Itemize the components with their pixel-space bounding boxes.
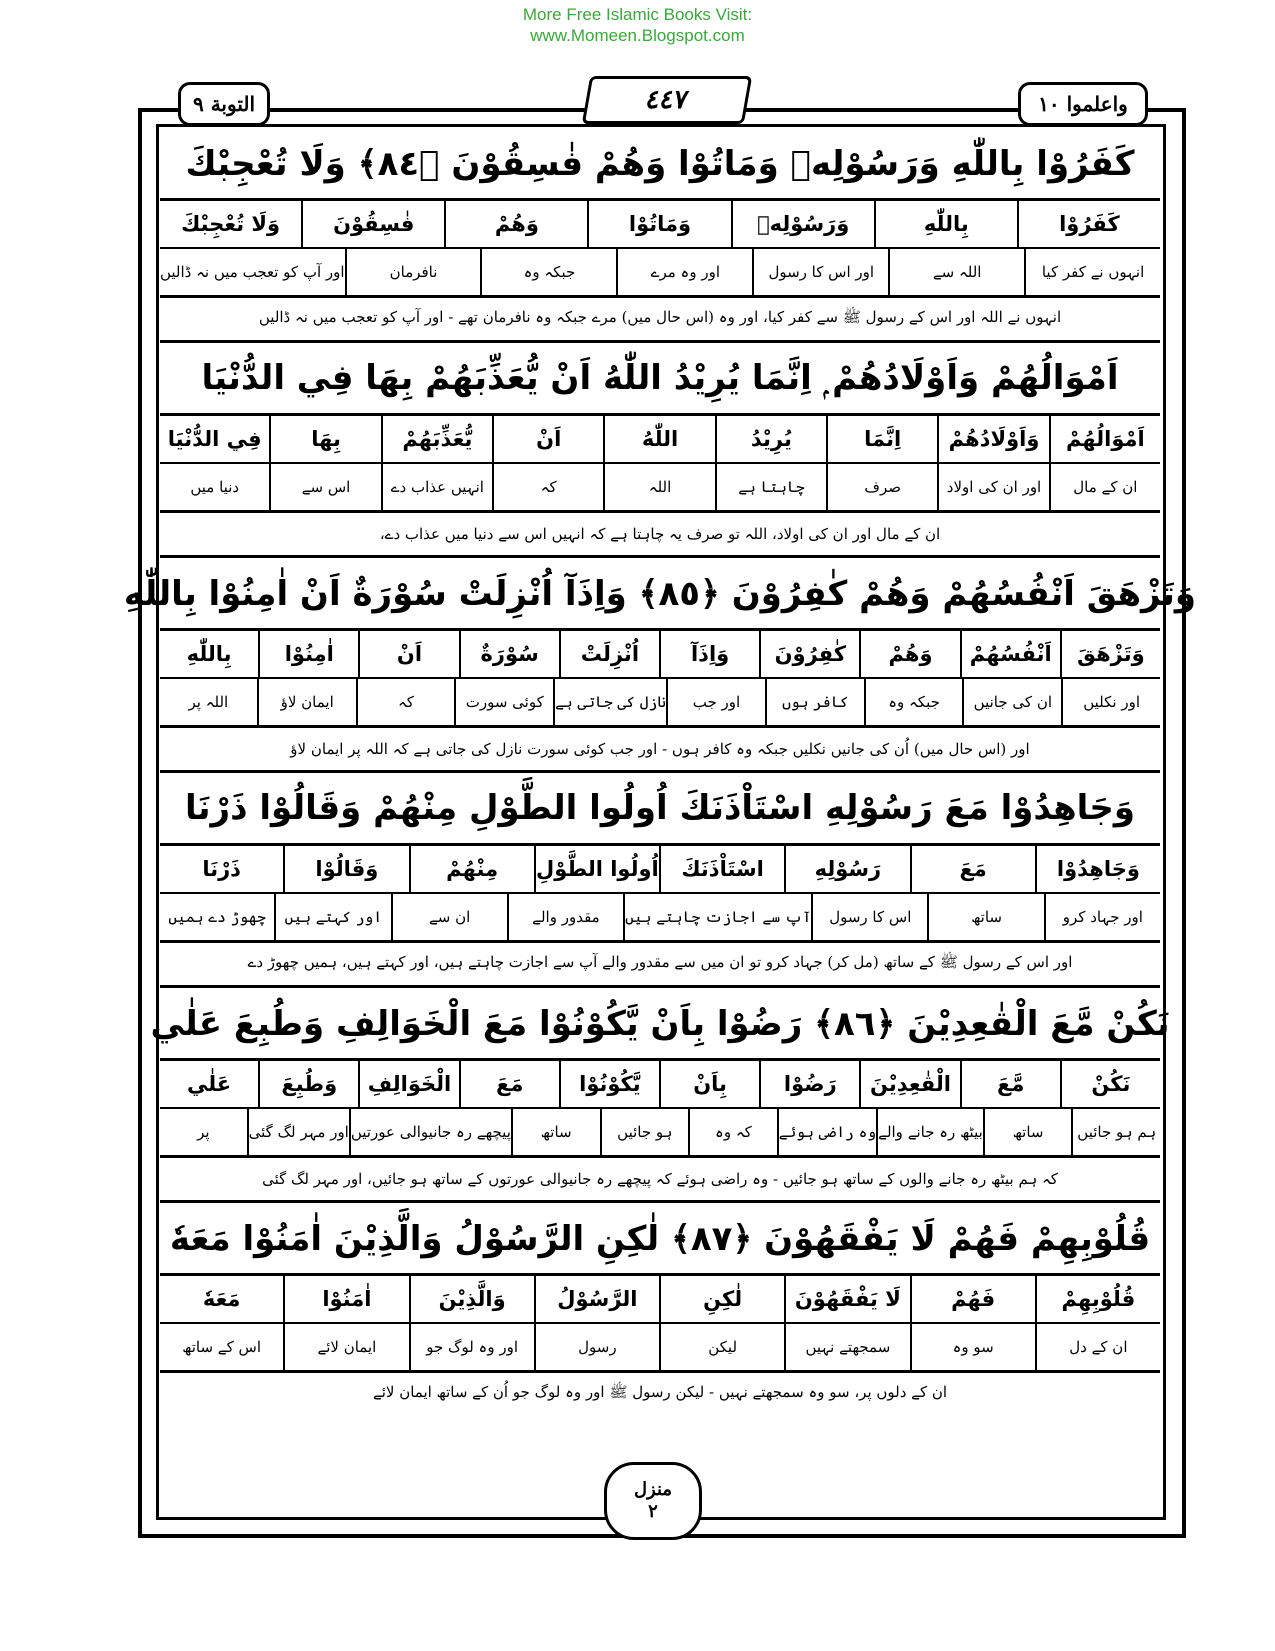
word-cell: وَاَوْلَادُهُمْ xyxy=(937,416,1048,462)
ayah-line: اَمْوَالُهُمْ وَاَوْلَادُهُمْ ۭ اِنَّمَا يُرِيْدُ اللّٰهُ اَنْ يُّعَذِّبَهُمْ بِهَا فِي الدُّنْيَا xyxy=(160,343,1160,416)
manzil-number: ٢ xyxy=(648,1501,658,1522)
meaning-cell: رسول xyxy=(534,1324,659,1370)
word-row xyxy=(160,1061,1160,1109)
word-cell: اَمْوَالُهُمْ xyxy=(1049,416,1160,462)
word-cell: مَعَهٗ xyxy=(202,1287,241,1311)
word-cell: يَّكُوْنُوْا xyxy=(559,1061,659,1107)
word-cell: وَقَالُوْا xyxy=(283,846,408,892)
meaning-cell: اس سے xyxy=(269,464,380,510)
meaning-cell: اور آپ کو تعجب میں نہ ڈالیں xyxy=(159,263,345,281)
meaning-cell: اور وہ مرے xyxy=(616,249,752,295)
meaning-cell: انہوں نے کفر کیا xyxy=(1024,249,1160,295)
word-cell: رَسُوْلِهِ xyxy=(784,846,909,892)
meaning-cell: سمجھتے نہیں xyxy=(784,1324,909,1370)
meaning-cell: کوئی سورت xyxy=(454,679,553,725)
word-cell: وَلَا تُعْجِبْكَ xyxy=(181,212,281,236)
meaning-cell: آپ سے اجازت چاہتے ہیں xyxy=(623,894,811,940)
meaning-cell: ہم ہو جائیں xyxy=(1071,1109,1160,1155)
verse-block xyxy=(160,773,1160,988)
meaning-row xyxy=(160,1324,1160,1373)
word-cell: ذَرْنَا xyxy=(202,857,241,881)
translation-line: اور اس کے رسول ﷺ کے ساتھ (مل کر) جہاد کرو تو ان میں سے مقدور والے آپ سے اجازت چاہتے ہیں، اور کہتے ہیں، ہمیں چھوڑ دے xyxy=(160,943,1160,988)
meaning-cell: اور کہتے ہیں xyxy=(274,894,390,940)
meaning-cell: اللہ xyxy=(603,464,714,510)
meaning-cell: ان کے مال xyxy=(1049,464,1160,510)
word-row xyxy=(160,631,1160,679)
word-cell: كٰفِرُوْنَ xyxy=(759,631,859,677)
word-cell: اِنَّمَا xyxy=(826,416,937,462)
word-cell: اَنْفُسُهُمْ xyxy=(960,631,1060,677)
meaning-cell: ان سے xyxy=(391,894,507,940)
word-cell: مَّعَ xyxy=(960,1061,1060,1107)
word-cell: مَعَ xyxy=(910,846,1035,892)
word-cell: بِهَا xyxy=(269,416,380,462)
meaning-cell: اور وہ لوگ جو xyxy=(409,1324,534,1370)
meaning-cell: ایمان لاؤ xyxy=(257,679,356,725)
meaning-cell: دنیا میں xyxy=(190,478,240,496)
word-row xyxy=(160,846,1160,894)
meaning-cell: چھوڑ دے ہمیں xyxy=(168,908,266,926)
meaning-cell: جبکہ وہ xyxy=(480,249,616,295)
content-table xyxy=(123,128,1197,1415)
meaning-cell: کہ xyxy=(356,679,455,725)
promo-line-1: More Free Islamic Books Visit: xyxy=(522,5,753,24)
meaning-cell: پیچھے رہ جانیوالی عورتیں xyxy=(349,1109,511,1155)
meaning-cell: مقدور والے xyxy=(507,894,623,940)
promo-banner xyxy=(0,4,1275,46)
meaning-cell: ہو جائیں xyxy=(600,1109,689,1155)
translation-line: انہوں نے اللہ اور اس کے رسول ﷺ سے کفر کیا، اور وہ (اس حال میں) مرے جبکہ وہ نافرمان تھے - اور آپ کو تعجب میں نہ ڈالیں xyxy=(160,298,1160,343)
meaning-cell: اللہ سے xyxy=(888,249,1024,295)
word-cell: سُوْرَةٌ xyxy=(459,631,559,677)
word-cell: الرَّسُوْلُ xyxy=(534,1276,659,1322)
meaning-cell: اور مہر لگ گئی xyxy=(247,1109,349,1155)
ayah-line: كَفَرُوْا بِاللّٰهِ وَرَسُوْلِهٖ وَمَاتُوْا وَهُمْ فٰسِقُوْنَ ﴿٨٤﴾ وَلَا تُعْجِبْكَ xyxy=(160,128,1160,201)
meaning-cell: بیٹھ رہ جانے والے xyxy=(876,1109,983,1155)
translation-line: اور (اس حال میں) اُن کی جانیں نکلیں جبکہ وہ کافر ہوں - اور جب کوئی سورت نازل کی جاتی ہے کہ اللہ پر ایمان لاؤ xyxy=(160,728,1160,773)
word-row xyxy=(160,201,1160,249)
word-cell: وَهُمْ xyxy=(859,631,959,677)
verse-block xyxy=(160,1203,1160,1415)
word-cell: اسْتَاْذَنَكَ xyxy=(659,846,784,892)
verse-block xyxy=(150,988,1170,1203)
word-cell: فٰسِقُوْنَ xyxy=(301,201,444,247)
word-cell: اُولُوا الطَّوْلِ xyxy=(534,846,659,892)
meaning-cell: ساتھ xyxy=(511,1109,600,1155)
word-cell: وَجَاهِدُوْا xyxy=(1035,846,1160,892)
word-cell: وَرَسُوْلِهٖ xyxy=(731,201,874,247)
word-cell: اَنْ xyxy=(358,631,458,677)
meaning-cell: سو وہ xyxy=(910,1324,1035,1370)
verse-block xyxy=(123,558,1197,773)
meaning-cell: کافر ہوں xyxy=(765,679,864,725)
word-cell: اللّٰهُ xyxy=(603,416,714,462)
word-cell: اٰمِنُوْا xyxy=(258,631,358,677)
translation-line: ان کے دلوں پر، سو وہ سمجھتے نہیں - لیکن رسول ﷺ اور وہ لوگ جو اُن کے ساتھ ایمان لائے xyxy=(372,1383,948,1401)
meaning-cell: جبکہ وہ xyxy=(864,679,963,725)
word-cell: لٰكِنِ xyxy=(659,1276,784,1322)
meaning-cell: اور نکلیں xyxy=(1061,679,1160,725)
meaning-cell: ساتھ xyxy=(927,894,1043,940)
meaning-cell: اس کے ساتھ xyxy=(182,1338,261,1356)
meaning-cell: انہیں عذاب دے xyxy=(381,464,492,510)
quran-page xyxy=(123,74,1197,1537)
meaning-cell: وہ راضی ہوئے xyxy=(777,1109,876,1155)
ayah-line: وَتَزْهَقَ اَنْفُسُهُمْ وَهُمْ كٰفِرُوْنَ ﴿٨٥﴾ وَاِذَآ اُنْزِلَتْ سُوْرَةٌ اَنْ اٰمِنُوْا بِاللّٰهِ xyxy=(160,558,1160,631)
page-number: ٤٤٧ xyxy=(582,76,752,124)
meaning-row xyxy=(160,1109,1160,1158)
word-cell: مِنْهُمْ xyxy=(409,846,534,892)
word-cell: فَهُمْ xyxy=(910,1276,1035,1322)
meaning-cell: اور اس کا رسول xyxy=(752,249,888,295)
meaning-cell: ساتھ xyxy=(983,1109,1072,1155)
manzil-badge xyxy=(604,1462,702,1540)
meaning-cell: پر xyxy=(197,1123,210,1141)
manzil-label: منزل xyxy=(633,1479,673,1500)
meaning-cell: اور جہاد کرو xyxy=(1044,894,1160,940)
meaning-row xyxy=(160,249,1160,298)
surah-label: التوبة ٩ xyxy=(178,82,270,126)
word-cell: لَا يَفْقَهُوْنَ xyxy=(784,1276,909,1322)
meaning-cell: ان کی جانیں xyxy=(962,679,1061,725)
meaning-cell: چاہتا ہے xyxy=(715,464,826,510)
word-cell: وَهُمْ xyxy=(444,201,587,247)
ayah-line: قُلُوْبِهِمْ فَهُمْ لَا يَفْقَهُوْنَ ﴿٨٧﴾ لٰكِنِ الرَّسُوْلُ وَالَّذِيْنَ اٰمَنُوْا مَعَهٗ xyxy=(160,1203,1160,1276)
word-row xyxy=(160,1276,1160,1324)
word-cell: بِاَنْ xyxy=(659,1061,759,1107)
word-row xyxy=(160,416,1160,464)
word-cell: بِاللّٰهِ xyxy=(874,201,1017,247)
verse-block xyxy=(160,128,1160,343)
promo-line-2[interactable]: www.Momeen.Blogspot.com xyxy=(530,26,745,45)
word-cell: كَفَرُوْا xyxy=(1017,201,1160,247)
meaning-cell: نازل کی جاتی ہے xyxy=(553,679,666,725)
word-cell: وَالَّذِيْنَ xyxy=(409,1276,534,1322)
word-cell: وَاِذَآ xyxy=(659,631,759,677)
word-cell: اٰمَنُوْا xyxy=(283,1276,408,1322)
word-cell: نَكُنْ xyxy=(1060,1061,1160,1107)
meaning-cell: اللہ پر xyxy=(188,693,229,711)
meaning-cell: ان کے دل xyxy=(1035,1324,1160,1370)
meaning-row xyxy=(160,894,1160,943)
meaning-cell: لیکن xyxy=(659,1324,784,1370)
word-cell: مَعَ xyxy=(459,1061,559,1107)
word-cell: يُرِيْدُ xyxy=(715,416,826,462)
meaning-row xyxy=(160,464,1160,513)
word-cell: عَلٰي xyxy=(186,1072,232,1096)
meaning-cell: کہ xyxy=(492,464,603,510)
para-label: واعلموا ١٠ xyxy=(1018,82,1148,126)
meaning-cell: اور ان کی اولاد xyxy=(937,464,1048,510)
meaning-cell: اور جب xyxy=(666,679,765,725)
meaning-cell: اس کا رسول xyxy=(811,894,927,940)
translation-line: کہ ہم بیٹھ رہ جانے والوں کے ساتھ ہو جائیں - وہ راضی ہوئے کہ پیچھے رہ جانیوالی عورتوں کے ساتھ ہو جائیں، اور مہر لگ گئی xyxy=(160,1158,1160,1203)
word-cell: الْقٰعِدِيْنَ xyxy=(859,1061,959,1107)
word-cell: وَتَزْهَقَ xyxy=(1060,631,1160,677)
verse-block xyxy=(160,343,1160,558)
ayah-line: وَجَاهِدُوْا مَعَ رَسُوْلِهِ اسْتَاْذَنَكَ اُولُوا الطَّوْلِ مِنْهُمْ وَقَالُوْا ذَرْنَا xyxy=(160,773,1160,846)
meaning-row xyxy=(160,679,1160,728)
word-cell: اُنْزِلَتْ xyxy=(559,631,659,677)
word-cell: يُّعَذِّبَهُمْ xyxy=(381,416,492,462)
word-cell: قُلُوْبِهِمْ xyxy=(1035,1276,1160,1322)
meaning-cell: ایمان لائے xyxy=(283,1324,408,1370)
word-cell: الْخَوَالِفِ xyxy=(358,1061,458,1107)
meaning-cell: کہ وہ xyxy=(688,1109,777,1155)
ayah-line: نَكُنْ مَّعَ الْقٰعِدِيْنَ ﴿٨٦﴾ رَضُوْا بِاَنْ يَّكُوْنُوْا مَعَ الْخَوَالِفِ وَطُبِعَ عَلٰي xyxy=(160,988,1160,1061)
word-cell: وَطُبِعَ xyxy=(258,1061,358,1107)
translation-line: ان کے مال اور ان کی اولاد، اللہ تو صرف یہ چاہتا ہے کہ انہیں اس سے دنیا میں عذاب دے، xyxy=(160,513,1160,558)
word-cell: فِي الدُّنْيَا xyxy=(167,427,262,451)
word-cell: اَنْ xyxy=(492,416,603,462)
meaning-cell: نافرمان xyxy=(345,249,481,295)
meaning-cell: صرف xyxy=(826,464,937,510)
word-cell: رَضُوْا xyxy=(759,1061,859,1107)
word-cell: وَمَاتُوْا xyxy=(587,201,730,247)
word-cell: بِاللّٰهِ xyxy=(186,642,232,666)
